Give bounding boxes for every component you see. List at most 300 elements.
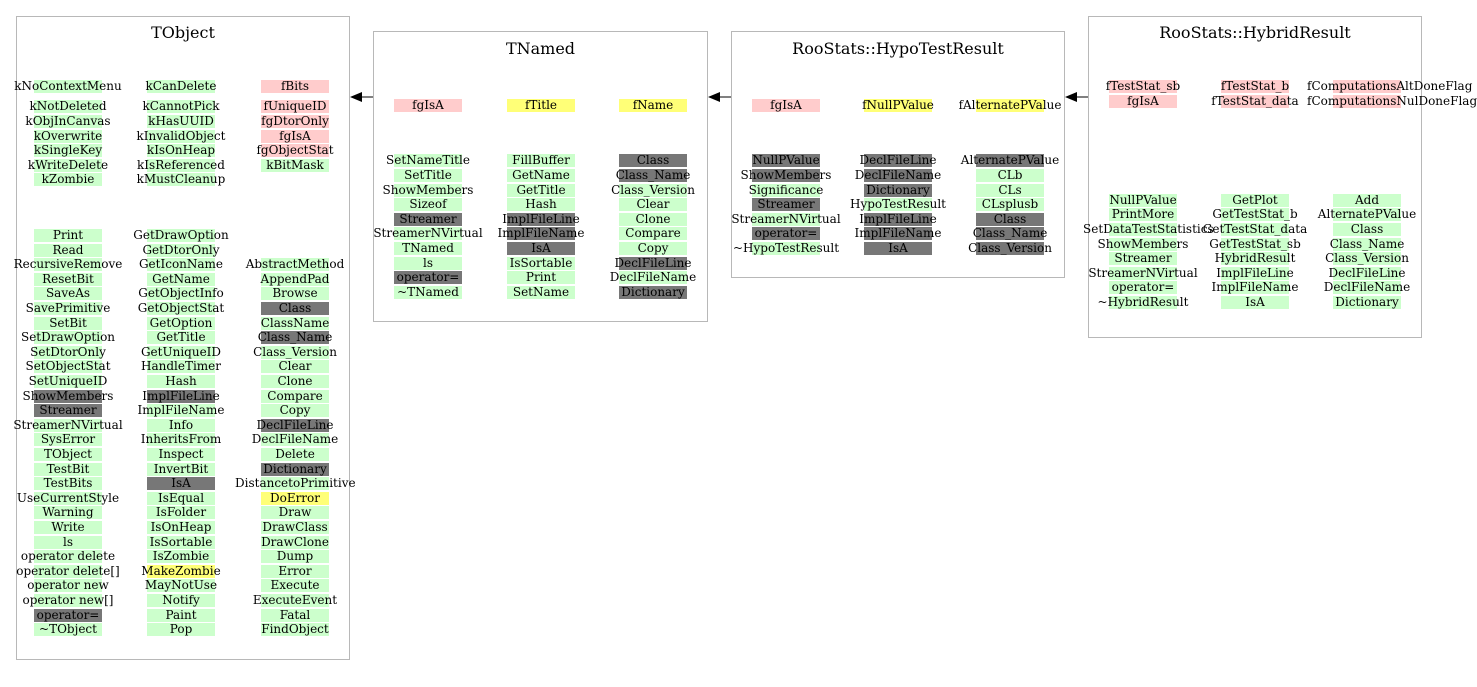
member-label: SavePrimitive [25, 300, 111, 315]
member-label: DeclFileLine [614, 255, 692, 270]
member-tobject [8, 80, 128, 93]
member-label: kWriteDelete [27, 157, 109, 172]
member-hypotestresult [950, 213, 1070, 226]
member-tobject [121, 331, 241, 344]
member-label: operator= [754, 226, 818, 241]
member-label: fBits [280, 79, 310, 93]
member-hybridresult [1083, 80, 1203, 93]
member-label: GetName [152, 271, 210, 286]
member-label: Compare [625, 226, 681, 241]
member-tnamed [481, 198, 601, 211]
class-title: RooStats::HybridResult [1159, 23, 1351, 42]
member-label: fName [632, 98, 674, 112]
member-label: ShowMembers [1097, 236, 1189, 251]
member-tobject [235, 536, 355, 549]
member-tnamed [593, 198, 713, 211]
member-label: Delete [275, 446, 315, 461]
member-label: Dictionary [866, 182, 930, 197]
member-label: ImplFileLine [142, 388, 220, 403]
member-hybridresult [1307, 296, 1427, 309]
member-label: UseCurrentStyle [16, 490, 120, 505]
member-label: SetName [512, 284, 570, 299]
member-tobject [235, 100, 355, 113]
member-tobject [235, 579, 355, 592]
member-label: operator= [396, 270, 460, 285]
member-label: CLb [997, 168, 1023, 183]
member-hybridresult [1083, 194, 1203, 207]
member-hypotestresult [950, 169, 1070, 182]
member-tnamed [481, 286, 601, 299]
member-label: Dictionary [1335, 295, 1399, 310]
member-label: ImplFileName [137, 403, 225, 418]
member-tobject [121, 287, 241, 300]
member-label: PrintMore [1111, 207, 1175, 222]
member-tnamed [481, 227, 601, 240]
member-label: fgObjectStat [256, 143, 334, 158]
member-tobject [235, 565, 355, 578]
member-tobject [8, 173, 128, 186]
member-hybridresult [1195, 252, 1315, 265]
member-hypotestresult [950, 198, 1070, 211]
member-hypotestresult [726, 184, 846, 197]
member-tobject [8, 565, 128, 578]
member-tobject [235, 448, 355, 461]
member-tobject [8, 287, 128, 300]
member-tobject [121, 375, 241, 388]
member-tobject [235, 594, 355, 607]
member-label: StreamerNVirtual [1088, 265, 1198, 280]
member-label: SetDataTestStatistics [1083, 222, 1214, 237]
member-hybridresult [1083, 222, 1214, 237]
member-label: Dictionary [263, 461, 327, 476]
member-tnamed [481, 184, 601, 197]
member-label: TNamed [402, 241, 454, 256]
member-hybridresult [1195, 223, 1315, 236]
member-hybridresult [1307, 93, 1477, 108]
member-label: Execute [270, 578, 320, 593]
member-tobject [121, 536, 241, 549]
member-hybridresult [1307, 194, 1427, 207]
member-hybridresult [1083, 296, 1203, 309]
member-label: operator= [36, 607, 100, 622]
member-label: TestBits [43, 476, 93, 491]
member-hybridresult [1195, 267, 1315, 280]
member-tnamed [593, 213, 713, 226]
member-label: Class_Name [257, 330, 333, 345]
member-label: ~TObject [39, 622, 97, 637]
member-hybridresult [1307, 238, 1427, 251]
member-label: fTestStat_sb [1105, 79, 1181, 93]
member-tobject [121, 229, 241, 242]
member-label: Dictionary [621, 284, 685, 299]
member-tobject [8, 273, 128, 286]
member-label: DeclFileName [609, 270, 697, 285]
member-hybridresult [1195, 194, 1315, 207]
member-tobject [121, 390, 241, 403]
member-hybridresult [1307, 208, 1427, 221]
member-tnamed [368, 154, 488, 167]
member-label: Warning [42, 505, 94, 520]
member-hybridresult [1083, 208, 1203, 221]
member-label: Clear [278, 359, 312, 374]
member-label: Dump [276, 549, 314, 564]
member-tobject [8, 346, 128, 359]
member-label: Notify [162, 592, 200, 607]
member-label: StreamerNVirtual [373, 226, 483, 241]
member-label: Read [52, 242, 84, 257]
member-label: TestBit [46, 461, 90, 476]
member-hypotestresult [726, 154, 846, 167]
member-tobject [235, 390, 355, 403]
member-tobject [121, 317, 241, 330]
member-tobject [121, 623, 241, 636]
member-label: fTestStat_data [1211, 93, 1299, 108]
member-label: kBitMask [266, 157, 324, 172]
member-tobject [235, 506, 355, 519]
member-label: GetDrawOption [133, 227, 229, 242]
member-tobject [121, 144, 241, 157]
member-label: IsZombie [152, 549, 210, 564]
member-label: CLsplusb [981, 197, 1039, 212]
member-tobject [8, 477, 128, 490]
member-tnamed [368, 213, 488, 226]
member-tnamed [368, 271, 488, 284]
member-tnamed [481, 99, 601, 112]
member-tobject [121, 550, 241, 563]
member-label: CLs [998, 182, 1022, 197]
member-tnamed [481, 271, 601, 284]
member-label: Class_Name [615, 168, 691, 183]
member-label: fTitle [524, 98, 558, 112]
member-label: InheritsFrom [140, 432, 222, 447]
member-tobject [235, 331, 355, 344]
member-tnamed [593, 184, 713, 197]
member-hybridresult [1195, 95, 1315, 108]
member-label: DrawClone [261, 534, 329, 549]
member-tnamed [481, 242, 601, 255]
member-label: GetObjectInfo [138, 286, 224, 301]
member-label: Copy [637, 241, 669, 256]
member-label: ~HybridResult [1097, 295, 1189, 310]
member-tobject [121, 173, 241, 186]
member-label: Error [278, 563, 312, 578]
member-label: Sizeof [409, 197, 447, 212]
member-hybridresult [1083, 281, 1203, 294]
member-tobject [121, 433, 241, 446]
member-tobject [8, 144, 128, 157]
member-label: SetUniqueID [28, 373, 108, 388]
member-label: ImplFileLine [859, 211, 937, 226]
member-label: Fatal [279, 607, 311, 622]
member-hypotestresult [838, 169, 958, 182]
member-label: ClassName [260, 315, 330, 330]
member-hybridresult [1307, 223, 1427, 236]
member-label: ImplFileLine [502, 211, 580, 226]
member-label: ImplFileLine [1216, 265, 1294, 280]
member-label: kNoContextMenu [14, 79, 122, 93]
member-tnamed [481, 154, 601, 167]
member-tobject [235, 360, 355, 373]
member-label: Hash [165, 373, 197, 388]
member-hybridresult [1083, 95, 1203, 108]
member-label: fgIsA [1127, 93, 1159, 108]
member-label: GetTestStat_sb [1209, 236, 1301, 251]
member-hypotestresult [838, 198, 958, 211]
member-label: Class_Version [1325, 251, 1409, 266]
member-label: HandleTimer [140, 359, 222, 374]
member-label: Add [1354, 192, 1380, 207]
member-tobject [8, 433, 128, 446]
member-label: operator= [1111, 280, 1175, 295]
member-tobject [121, 463, 241, 476]
member-tnamed [368, 286, 488, 299]
member-label: fUniqueID [263, 99, 327, 114]
member-tobject [121, 100, 241, 113]
member-tobject [121, 521, 241, 534]
member-tnamed [368, 184, 488, 197]
member-label: fgIsA [279, 128, 311, 143]
member-label: Class_Version [611, 182, 695, 197]
member-tobject [235, 287, 355, 300]
member-tobject [8, 159, 128, 172]
member-label: Pop [169, 622, 193, 637]
member-tnamed [593, 257, 713, 270]
member-tobject [235, 302, 355, 315]
member-tobject [235, 273, 355, 286]
member-hypotestresult [726, 99, 846, 112]
member-tobject [235, 159, 355, 172]
member-label: Streamer [39, 403, 97, 418]
member-label: IsSortable [149, 534, 213, 549]
member-tobject [121, 130, 241, 143]
member-label: kCanDelete [145, 79, 217, 93]
member-tobject [8, 623, 128, 636]
member-label: Streamer [757, 197, 815, 212]
member-label: Clear [636, 197, 670, 212]
member-tnamed [593, 242, 713, 255]
member-label: Inspect [158, 446, 204, 461]
member-label: AlternatePValue [1317, 207, 1417, 222]
member-label: Significance [748, 182, 824, 197]
member-tobject [235, 80, 355, 93]
member-tobject [8, 360, 128, 373]
member-label: IsOnHeap [150, 519, 212, 534]
member-label: Print [52, 227, 84, 242]
member-label: GetTitle [516, 182, 566, 197]
member-label: operator delete [20, 549, 116, 564]
member-label: AppendPad [260, 271, 330, 286]
member-tobject [235, 433, 355, 446]
member-tobject [235, 130, 355, 143]
member-tobject [8, 594, 128, 607]
member-label: fTestStat_b [1220, 79, 1290, 93]
member-tobject [121, 360, 241, 373]
member-label: Class [636, 153, 670, 168]
member-label: ImplFileName [1211, 280, 1299, 295]
member-label: Class_Version [968, 241, 1052, 256]
member-hypotestresult [838, 154, 958, 167]
member-label: IsA [888, 241, 908, 256]
member-hypotestresult [726, 213, 846, 226]
member-label: ImplFileName [497, 226, 585, 241]
member-label: RecursiveRemove [13, 257, 123, 272]
member-label: InvertBit [153, 461, 209, 476]
member-label: Class [1350, 222, 1384, 237]
member-tobject [121, 565, 241, 578]
member-tobject [121, 419, 241, 432]
member-label: fgIsA [770, 98, 802, 112]
member-label: Hash [525, 197, 557, 212]
member-tobject [121, 302, 241, 315]
member-tobject [121, 492, 241, 505]
member-hypotestresult [950, 184, 1070, 197]
member-label: DistancetoPrimitive [235, 476, 356, 491]
member-label: GetObjectStat [137, 300, 225, 315]
member-tobject [121, 80, 241, 93]
member-label: DeclFileName [1323, 280, 1411, 295]
member-tobject [8, 492, 128, 505]
member-label: kNotDeleted [29, 99, 107, 114]
member-label: StreamerNVirtual [731, 211, 841, 226]
member-hybridresult [1195, 208, 1315, 221]
member-label: SetDrawOption [20, 330, 116, 345]
member-tobject [8, 130, 128, 143]
member-label: Class [993, 211, 1027, 226]
member-label: Browse [272, 286, 318, 301]
member-tobject [235, 492, 355, 505]
member-tnamed [593, 271, 713, 284]
member-tnamed [368, 257, 488, 270]
member-label: ~HypoTestResult [732, 241, 840, 256]
member-hybridresult [1083, 267, 1203, 280]
member-label: NullPValue [752, 153, 820, 168]
member-hypotestresult [838, 99, 958, 112]
member-label: ls [423, 255, 433, 270]
member-hypotestresult [838, 227, 958, 240]
member-label: GetTestStat_data [1202, 222, 1308, 237]
member-tobject [235, 144, 355, 157]
class-title: TNamed [505, 39, 576, 58]
member-label: Write [51, 519, 85, 534]
member-label: AlternatePValue [960, 153, 1060, 168]
member-tobject [8, 390, 128, 403]
member-tobject [235, 346, 355, 359]
member-tobject [235, 115, 355, 128]
member-label: Class_Name [1329, 236, 1405, 251]
member-label: NullPValue [1109, 192, 1177, 207]
member-label: kIsOnHeap [146, 143, 216, 158]
member-label: Class_Name [972, 226, 1048, 241]
class-title: RooStats::HypoTestResult [792, 39, 1004, 58]
member-tobject [121, 609, 241, 622]
member-hybridresult [1307, 79, 1473, 93]
member-label: IsEqual [157, 490, 205, 505]
member-label: ~TNamed [397, 284, 459, 299]
member-hybridresult [1307, 281, 1427, 294]
member-label: DoError [269, 490, 321, 505]
member-label: DeclFileName [854, 168, 942, 183]
member-label: MayNotUse [144, 578, 218, 593]
member-label: operator delete[] [16, 563, 120, 578]
member-tobject [121, 404, 241, 417]
member-tobject [235, 477, 355, 490]
member-tobject [8, 550, 128, 563]
member-hybridresult [1195, 80, 1315, 93]
member-hypotestresult [950, 227, 1070, 240]
member-label: ShowMembers [382, 182, 474, 197]
member-label: fgDtorOnly [261, 114, 329, 129]
member-label: GetOption [149, 315, 213, 330]
member-tobject [8, 404, 128, 417]
member-label: ShowMembers [22, 388, 114, 403]
member-label: Compare [267, 388, 323, 403]
member-label: SetBit [49, 315, 87, 330]
class-title: TObject [151, 23, 215, 42]
member-label: HypoTestResult [850, 197, 946, 212]
member-tobject [121, 273, 241, 286]
member-hypotestresult [950, 154, 1070, 167]
member-tobject [121, 579, 241, 592]
member-label: fNullPValue [862, 98, 934, 112]
member-tobject [8, 448, 128, 461]
member-label: SaveAs [45, 286, 91, 301]
member-label: FindObject [261, 622, 329, 637]
member-label: SetTitle [404, 168, 452, 183]
member-label: kOverwrite [33, 128, 103, 143]
member-tobject [8, 115, 128, 128]
member-tnamed [593, 154, 713, 167]
member-tobject [121, 594, 241, 607]
member-hypotestresult [838, 184, 958, 197]
member-label: HybridResult [1214, 251, 1296, 266]
member-label: IsA [171, 476, 191, 491]
member-hybridresult [1083, 252, 1203, 265]
member-label: kZombie [41, 172, 95, 187]
member-label: Streamer [399, 211, 457, 226]
member-tnamed [593, 99, 713, 112]
member-label: kMustCleanup [136, 172, 226, 187]
member-hypotestresult [838, 242, 958, 255]
member-label: fgIsA [412, 98, 444, 112]
member-tobject [235, 550, 355, 563]
member-label: ShowMembers [740, 168, 832, 183]
member-label: Streamer [1114, 251, 1172, 266]
member-tobject [121, 258, 241, 271]
member-label: GetTitle [156, 330, 206, 345]
member-tnamed [368, 198, 488, 211]
member-hybridresult [1307, 252, 1427, 265]
member-tobject [8, 317, 128, 330]
member-label: IsA [531, 241, 551, 256]
member-tobject [8, 244, 128, 257]
member-label: IsFolder [155, 505, 207, 520]
member-hypotestresult [726, 227, 846, 240]
member-label: Draw [278, 505, 312, 520]
member-tobject [8, 302, 128, 315]
member-label: fComputationsNulDoneFlag [1307, 93, 1477, 108]
member-tobject [121, 346, 241, 359]
member-tobject [8, 375, 128, 388]
member-tobject [8, 463, 128, 476]
member-label: Print [525, 270, 557, 285]
member-label: IsA [1245, 295, 1265, 310]
member-label: DeclFileLine [859, 153, 937, 168]
member-tobject [8, 258, 128, 271]
member-label: operator new [27, 578, 109, 593]
member-label: SysError [40, 432, 96, 447]
member-label: kSingleKey [33, 143, 103, 158]
member-label: ResetBit [42, 271, 94, 286]
